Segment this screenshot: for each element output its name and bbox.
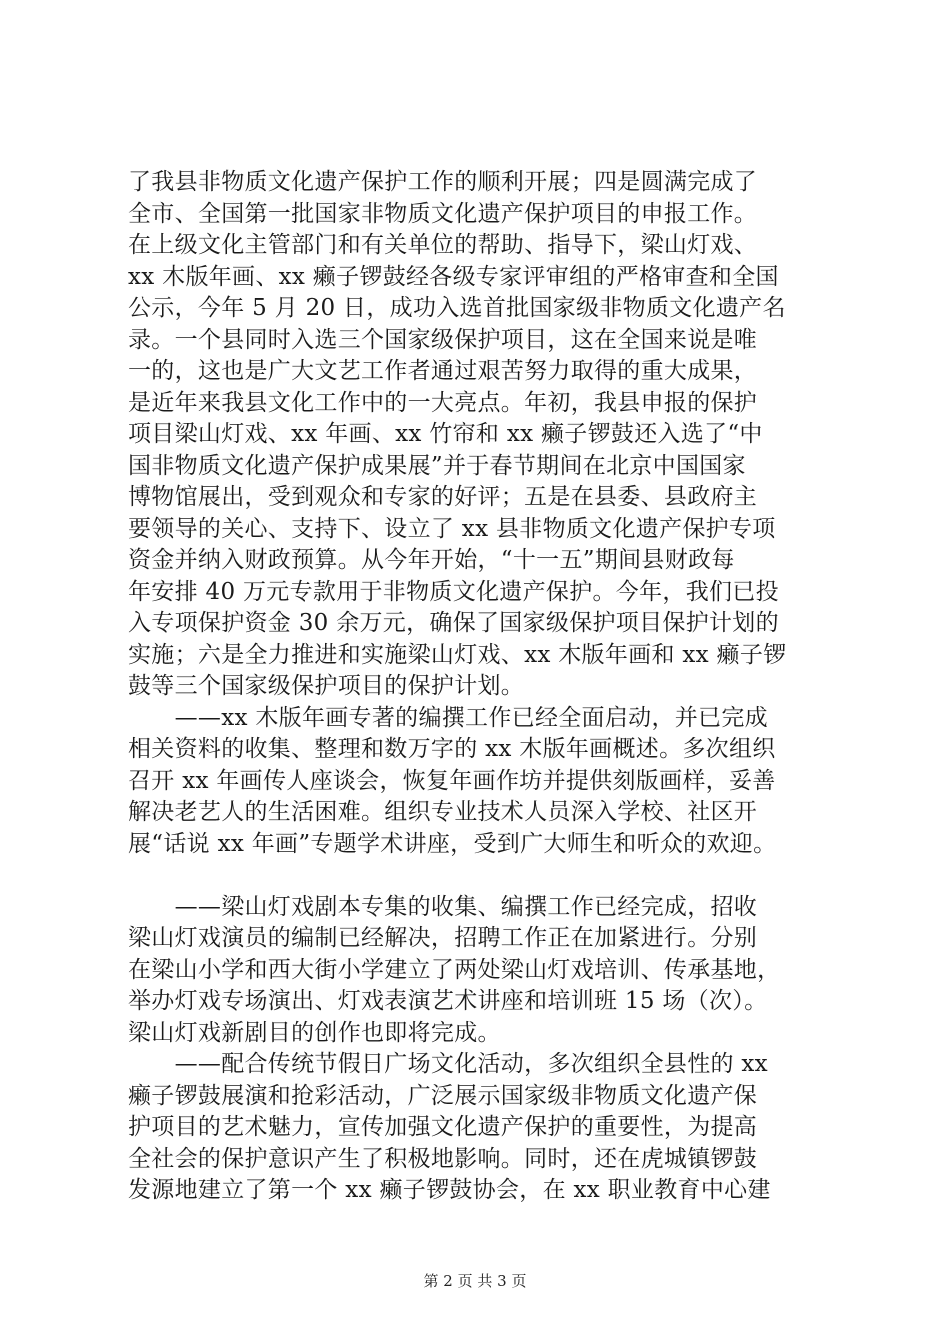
text-line: 博物馆展出，受到观众和专家的好评；五是在县委、县政府主	[128, 484, 758, 510]
text-line: 国非物质文化遗产保护成果展”并于春节期间在北京中国国家	[128, 452, 746, 479]
text-line: 录。一个县同时入选三个国家级保护项目，这在全国来说是唯	[128, 326, 758, 353]
text-line: 实施；六是全力推进和实施梁山灯戏、xx 木版年画和 xx 癞子锣	[128, 641, 787, 668]
text-line: 公示，今年 5 月 20 日，成功入选首批国家级非物质文化遗产名	[128, 295, 786, 321]
text-line: 年安排 40 万元专款用于非物质文化遗产保护。今年，我们已投	[128, 578, 779, 605]
text-line: 入专项保护资金 30 余万元，确保了国家级保护项目保护计划的	[128, 610, 779, 636]
text-line: ——配合传统节假日广场文化活动，多次组织全县性的 xx	[128, 1051, 768, 1077]
text-line: 在上级文化主管部门和有关单位的帮助、指导下，梁山灯戏、	[128, 232, 758, 258]
text-line: 是近年来我县文化工作中的一大亮点。年初，我县申报的保护	[128, 389, 758, 416]
text-line: xx 木版年画、xx 癞子锣鼓经各级专家评审组的严格审查和全国	[128, 263, 779, 290]
text-line: 全市、全国第一批国家非物质文化遗产保护项目的申报工作。	[128, 200, 758, 227]
page-footer: 第 2 页 共 3 页	[423, 1272, 527, 1290]
text-line: 在梁山小学和西大街小学建立了两处梁山灯戏培训、传承基地，	[128, 956, 781, 983]
text-line: 举办灯戏专场演出、灯戏表演艺术讲座和培训班 15 场（次）。	[128, 988, 768, 1014]
text-line: 一的，这也是广大文艺工作者通过艰苦努力取得的重大成果，	[128, 358, 758, 384]
text-line: 梁山灯戏演员的编制已经解决，招聘工作正在加紧进行。分别	[128, 925, 758, 951]
text-line: 癞子锣鼓展演和抢彩活动，广泛展示国家级非物质文化遗产保	[128, 1082, 758, 1109]
text-line: 资金并纳入财政预算。从今年开始，“十一五”期间县财政每	[128, 547, 735, 573]
text-line: 召开 xx 年画传人座谈会，恢复年画作坊并提供刻版画样，妥善	[128, 767, 776, 794]
text-line: 梁山灯戏新剧目的创作也即将完成。	[128, 1019, 501, 1046]
text-line: 要领导的关心、支持下、设立了 xx 县非物质文化遗产保护专项	[128, 515, 776, 542]
text-line: 展“话说 xx 年画”专题学术讲座，受到广大师生和听众的欢迎。	[128, 830, 777, 857]
text-line: 全社会的保护意识产生了积极地影响。同时，还在虎城镇锣鼓	[128, 1145, 758, 1172]
text-line: 发源地建立了第一个 xx 癞子锣鼓协会，在 xx 职业教育中心建	[128, 1177, 771, 1203]
body-text	[128, 167, 838, 1207]
text-line: 解决老艺人的生活困难。组织专业技术人员深入学校、社区开	[128, 799, 758, 825]
paragraph-gap	[128, 860, 838, 892]
text-line: ——xx 木版年画专著的编撰工作已经全面启动，并已完成	[128, 704, 768, 731]
text-line: 了我县非物质文化遗产保护工作的顺利开展；四是圆满完成了	[128, 169, 758, 195]
text-line: 鼓等三个国家级保护项目的保护计划。	[128, 673, 525, 699]
text-line: 护项目的艺术魅力，宣传加强文化遗产保护的重要性，为提高	[128, 1114, 758, 1140]
text-line: 相关资料的收集、整理和数万字的 xx 木版年画概述。多次组织	[128, 736, 776, 762]
text-line: 项目梁山灯戏、xx 年画、xx 竹帘和 xx 癞子锣鼓还入选了“中	[128, 421, 763, 447]
text-line: ——梁山灯戏剧本专集的收集、编撰工作已经完成，招收	[128, 893, 758, 920]
